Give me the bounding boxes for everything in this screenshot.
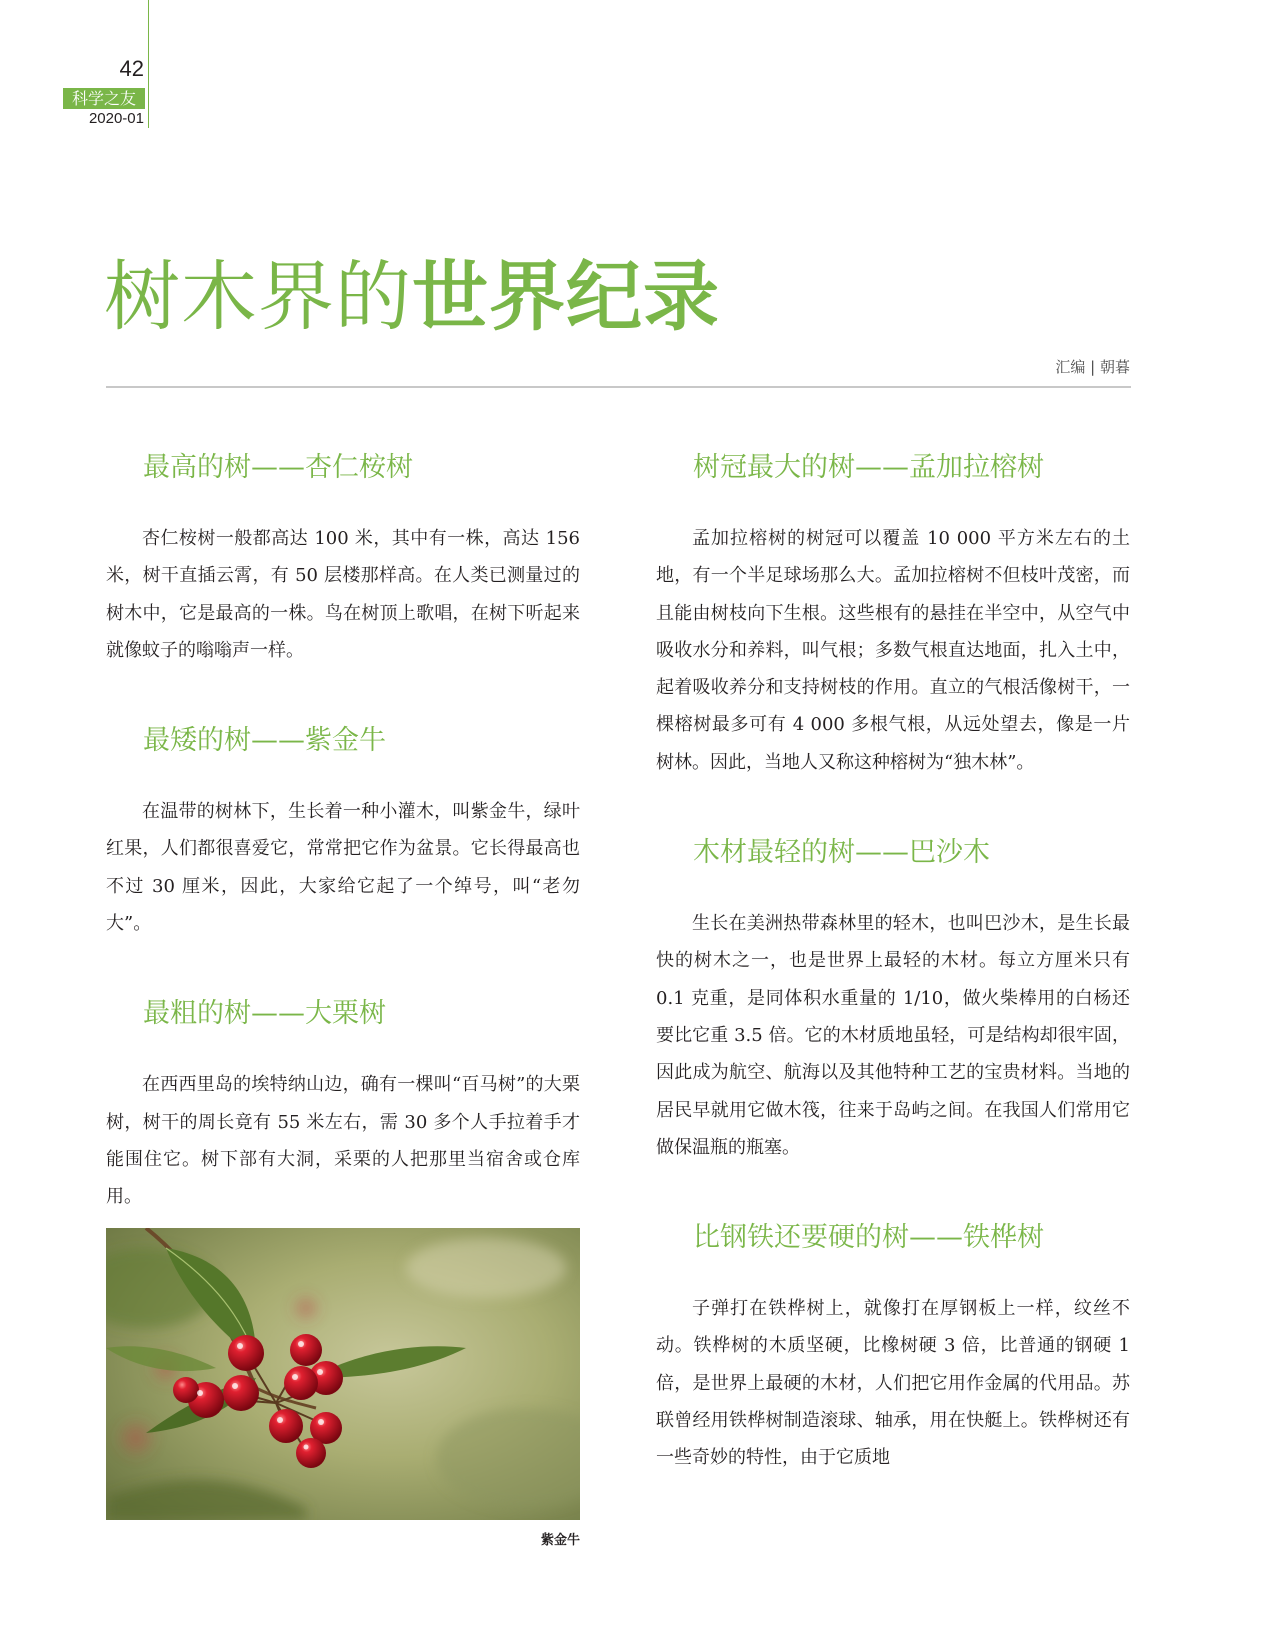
ardisia-photo [106,1228,580,1520]
header-divider-line [148,0,149,128]
photo-caption: 紫金牛 [540,1533,580,1548]
section-heading: 最矮的树——紫金牛 [143,725,386,757]
left-column [106,448,580,1216]
article-title-bold: 世界纪录 [412,252,720,341]
article-title-light: 树木界的 [104,252,412,341]
article-title [104,252,720,342]
section-heading: 树冠最大的树——孟加拉榕树 [693,452,1044,483]
page-number: 42 [119,56,144,81]
section-heading: 最粗的树——大栗树 [143,998,386,1030]
magazine-name-badge: 科学之友 [63,88,145,109]
section-body: 孟加拉榕树的树冠可以覆盖 10 000 平方米左右的土地，有一个半足球场那么大。孟加拉榕树不但枝叶茂密，而且能由树枝向下生根。这些根有的悬挂在半空中，从空气中吸收水分和养料，叫气根；多数气根直达地面，扎入土中，起着吸收养分和支持树枝的作用。直立的气根活像树干，一棵榕树最多可有 4 000 多根气根，从远处望去，像是一片树林。因此，当地人又称这种榕树为“独木林”。 [656,528,1130,773]
section-body: 子弹打在铁桦树上，就像打在厚钢板上一样，纹丝不动。铁桦树的木质坚硬，比橡树硬 3 倍，比普通的钢硬 1 倍，是世界上最硬的木材，人们把它用作金属的代用品。苏联曾经用铁桦树制造滚球、轴承，用在快艇上。铁桦树还有一些奇妙的特性，由于它质地 [656,1298,1130,1469]
title-rule [106,386,1131,388]
right-column [656,448,1130,1477]
section-heading: 最高的树——杏仁桉树 [143,452,413,483]
section-body: 杏仁桉树一般都高达 100 米，其中有一株，高达 156 米，树干直插云霄，有 50 层楼那样高。在人类已测量过的树木中，它是最高的一株。鸟在树顶上歌唱，在树下听起来就像蚊子的嗡嗡声一样。 [106,528,580,661]
byline: 汇编 | 朝暮 [1055,358,1130,376]
section-body: 生长在美洲热带森林里的轻木，也叫巴沙木，是生长最快的树木之一，也是世界上最轻的木材。每立方厘米只有 0.1 克重，是同体积水重量的 1/10，做火柴棒用的白杨还要比它重 3.5 倍。它的木材质地虽轻，可是结构却很牢固，因此成为航空、航海以及其他特种工艺的宝贵材料。当地的居民早就用它做木筏，往来于岛屿之间。在我国人们常用它做保温瓶的瓶塞。 [656,913,1130,1158]
section-body: 在温带的树林下，生长着一种小灌木，叫紫金牛，绿叶红果，人们都很喜爱它，常常把它作为盆景。它长得最高也不过 30 厘米，因此，大家给它起了一个绰号，叫“老勿大”。 [106,801,580,935]
section-heading: 比钢铁还要硬的树——铁桦树 [693,1222,1044,1254]
issue-date: 2020-01 [88,110,144,127]
section-body: 在西西里岛的埃特纳山边，确有一棵叫“百马树”的大栗树，树干的周长竟有 55 米左右，需 30 多个人手拉着手才能围住它。树下部有大洞，采栗的人把那里当宿舍或仓库用。 [106,1074,580,1208]
section-heading: 木材最轻的树——巴沙木 [693,837,990,869]
